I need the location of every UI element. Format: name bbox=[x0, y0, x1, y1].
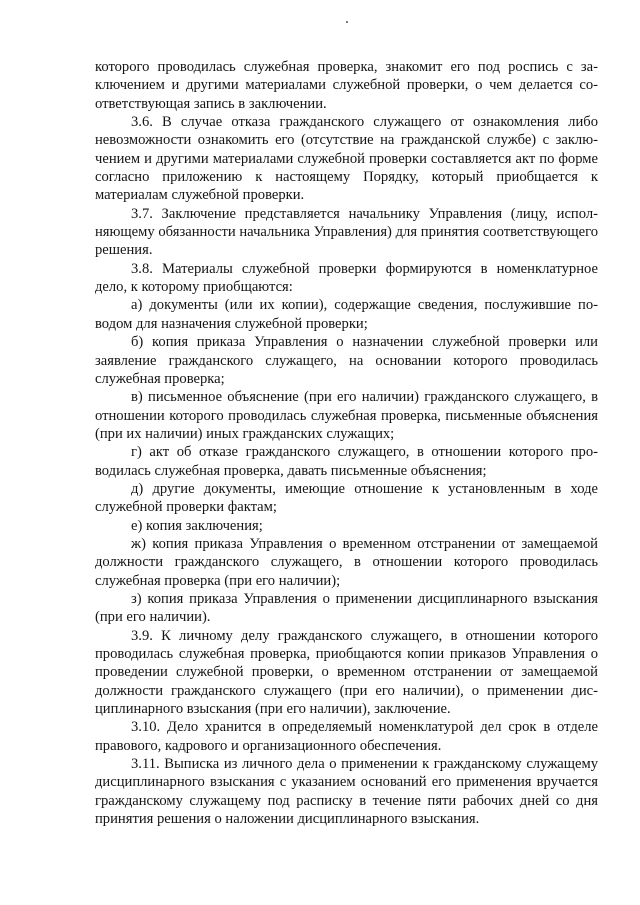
paragraph-3-11: 3.11. Выписка из личного дела о применении к гражданскому служащему дисциплинарного взыскания с указанием оснований его применения вручается гражданскому служащему под расписку в течение пяти рабочих дней со дня принятия решения о наложении дисциплинарного взыскания. bbox=[95, 756, 598, 828]
scan-speck bbox=[346, 21, 348, 23]
list-item-z: з) копия приказа Управления о применении дисциплинарного взыскания (при его наличии). bbox=[95, 590, 598, 626]
paragraph-continuation: которого проводилась служебная проверка, знакомит его под роспись с заключением и другими материалами служебной проверки, о чем делается соответствующая запись в заключении. bbox=[95, 59, 598, 112]
paragraph-3-8: 3.8. Материалы служебной проверки формируются в номенклатурное дело, к которому приобщаются: bbox=[95, 260, 598, 296]
list-item-g: г) акт об отказе гражданского служащего, в отношении которого проводилась служебная проверка, давать письменные объяснения; bbox=[95, 444, 598, 479]
list-item-e: е) копия заключения; bbox=[131, 517, 263, 534]
list-item-zh: ж) копия приказа Управления о временном отстранении от замещаемой должности гражданского служащего, в отношении которого проводилась служебная проверка (при его наличии); bbox=[95, 535, 598, 589]
list-item-b: б) копия приказа Управления о назначении служебной проверки или заявление гражданского служащего, на основании которого проводилась служебная проверка; bbox=[95, 334, 598, 387]
list-item-v: в) письменное объяснение (при его наличии) гражданского служащего, в отношении которого проводилась служебная проверка, письменные объяснения (при их наличии) иных гражданских служащих; bbox=[95, 389, 598, 442]
document-body bbox=[95, 58, 598, 828]
paragraph-3-6: 3.6. В случае отказа гражданского служащего от ознакомления либо невозможности ознакомить его (отсутствие на гражданской службе) с заключением и другими материалами служебной проверки составляется акт по форме согласно приложению к настоящему Порядку, который приобщается к материалам служебной проверки. bbox=[95, 114, 598, 204]
paragraph-3-10: 3.10. Дело хранится в определяемый номенклатурой дел срок в отделе правового, кадрового и организационного обеспечения. bbox=[95, 719, 598, 754]
paragraph-3-9: 3.9. К личному делу гражданского служащего, в отношении которого проводилась служебная проверка, приобщаются копии приказов Управления о проведении служебной проверки, о временном отстранении от замещаемой должности гражданского служащего (при его наличии), о применении дисциплинарного взыскания (при его наличии), заключение. bbox=[95, 627, 598, 718]
list-item-a: а) документы (или их копии), содержащие сведения, послужившие поводом для назначения служебной проверки; bbox=[95, 297, 598, 332]
paragraph-3-7: 3.7. Заключение представляется начальнику Управления (лицу, исполняющему обязанности начальника Управления) для принятия соответствующего решения. bbox=[95, 205, 598, 259]
list-item-d: д) другие документы, имеющие отношение к установленным в ходе служебной проверки фактам; bbox=[95, 480, 598, 516]
